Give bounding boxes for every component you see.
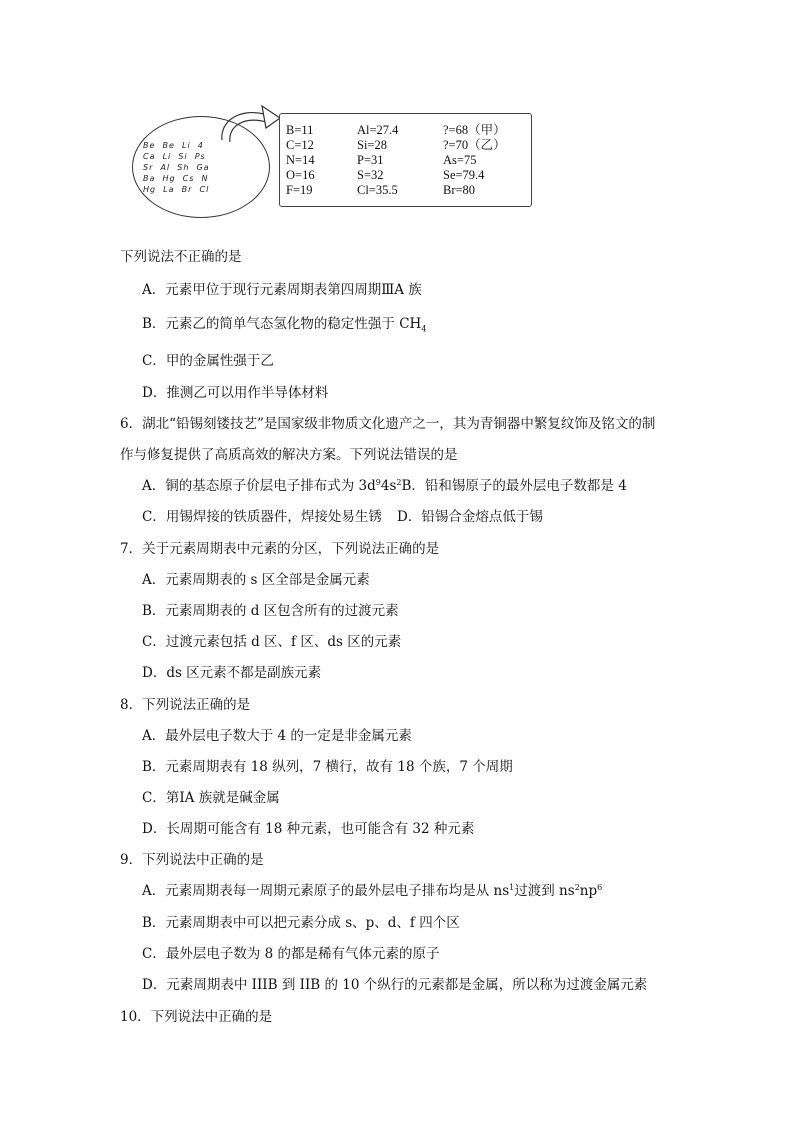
- q9-option-a: A．元素周期表每一周期元素原子的最外层电子排布均是从 $ns^1$过渡到 $ns^2np^6$: [142, 883, 603, 899]
- q5-stem: 下列说法不正确的是: [120, 249, 242, 265]
- table-cell: Si=28: [357, 138, 387, 152]
- scribble-line: Hg La Br Cl: [143, 185, 210, 194]
- table-cell: Cl=35.5: [357, 183, 398, 197]
- q7-option-c: C．过渡元素包括 d 区、f 区、ds 区的元素: [142, 634, 402, 650]
- table-cell: B=11: [286, 123, 314, 137]
- table-cell: Al=27.4: [357, 123, 399, 137]
- atomic-mass-table: [279, 113, 532, 207]
- q5-option-c: C．甲的金属性强于乙: [142, 353, 274, 369]
- table-cell: Br=80: [443, 183, 476, 197]
- q6-option-ab: A．铜的基态原子价层电子排布式为 $3d^94s^2B$．铅和锡原子的最外层电子数都是 4: [142, 478, 627, 494]
- table-cell: S=32: [357, 168, 384, 182]
- q8-option-b: B．元素周期表有 18 纵列，7 横行，故有 18 个族，7 个周期: [142, 759, 513, 775]
- scribble-line: Sr Al Sh Ga: [143, 163, 210, 172]
- scribble-line: Ba Hg Cs N: [143, 174, 209, 183]
- q6-stem-line2: 作与修复提供了高质高效的解决方案。下列说法错误的是: [120, 447, 458, 463]
- table-cell: O=16: [286, 168, 315, 182]
- q6-option-d: D．铅锡合金熔点低于锡: [397, 509, 543, 525]
- q7-option-a: A．元素周期表的 s 区全部是金属元素: [142, 572, 370, 588]
- scribble-line: Be Be Li 4: [143, 141, 204, 150]
- periodic-table-figure: [128, 100, 538, 212]
- q8-option-d: D．长周期可能含有 18 种元素，也可能含有 32 种元素: [142, 821, 475, 837]
- scribble-line: Ca Li Si Ps: [143, 152, 206, 161]
- table-cell: ?=70（乙）: [443, 138, 506, 152]
- q6-stem-line1: 6．湖北“铅锡刻镂技艺”是国家级非物质文化遗产之一，其为青铜器中繁复纹饰及铭文的制: [120, 416, 656, 432]
- q5-option-b: B．元素乙的简单气态氢化物的稳定性强于 $CH_4$: [142, 316, 427, 334]
- table-cell: C=12: [286, 138, 314, 152]
- q8-option-a: A．最外层电子数大于 4 的一定是非金属元素: [142, 728, 412, 744]
- q8-option-c: C．第ⅠA 族就是碱金属: [142, 790, 280, 806]
- q5-option-d: D．推测乙可以用作半导体材料: [142, 385, 329, 401]
- q7-option-d: D．ds 区元素不都是副族元素: [142, 665, 322, 681]
- q7-stem: 7．关于元素周期表中元素的分区，下列说法正确的是: [120, 541, 440, 557]
- q7-option-b: B．元素周期表的 d 区包含所有的过渡元素: [142, 603, 399, 619]
- q8-stem: 8．下列说法正确的是: [120, 697, 251, 713]
- q9-stem: 9．下列说法中正确的是: [120, 852, 264, 868]
- q5-option-a: A．元素甲位于现行元素周期表第四周期ⅢA 族: [142, 282, 422, 298]
- table-cell: ?=68（甲）: [443, 123, 506, 137]
- table-cell: As=75: [443, 153, 477, 167]
- q9-option-b: B．元素周期表中可以把元素分成 s、p、d、f 四个区: [142, 915, 460, 931]
- table-cell: N=14: [286, 153, 315, 167]
- table-cell: F=19: [286, 183, 313, 197]
- q6-option-c: C．用锡焊接的铁质器件，焊接处易生锈: [142, 509, 382, 525]
- q10-stem: 10．下列说法中正确的是: [120, 1009, 273, 1025]
- curved-arrow-icon: [214, 100, 286, 146]
- table-cell: Se=79.4: [443, 168, 485, 182]
- table-cell: P=31: [357, 153, 384, 167]
- q9-option-c: C．最外层电子数为 8 的都是稀有气体元素的原子: [142, 946, 440, 962]
- q9-option-d: D．元素周期表中 IIIB 到 IIB 的 10 个纵行的元素都是金属，所以称为过渡金属元素: [142, 977, 648, 993]
